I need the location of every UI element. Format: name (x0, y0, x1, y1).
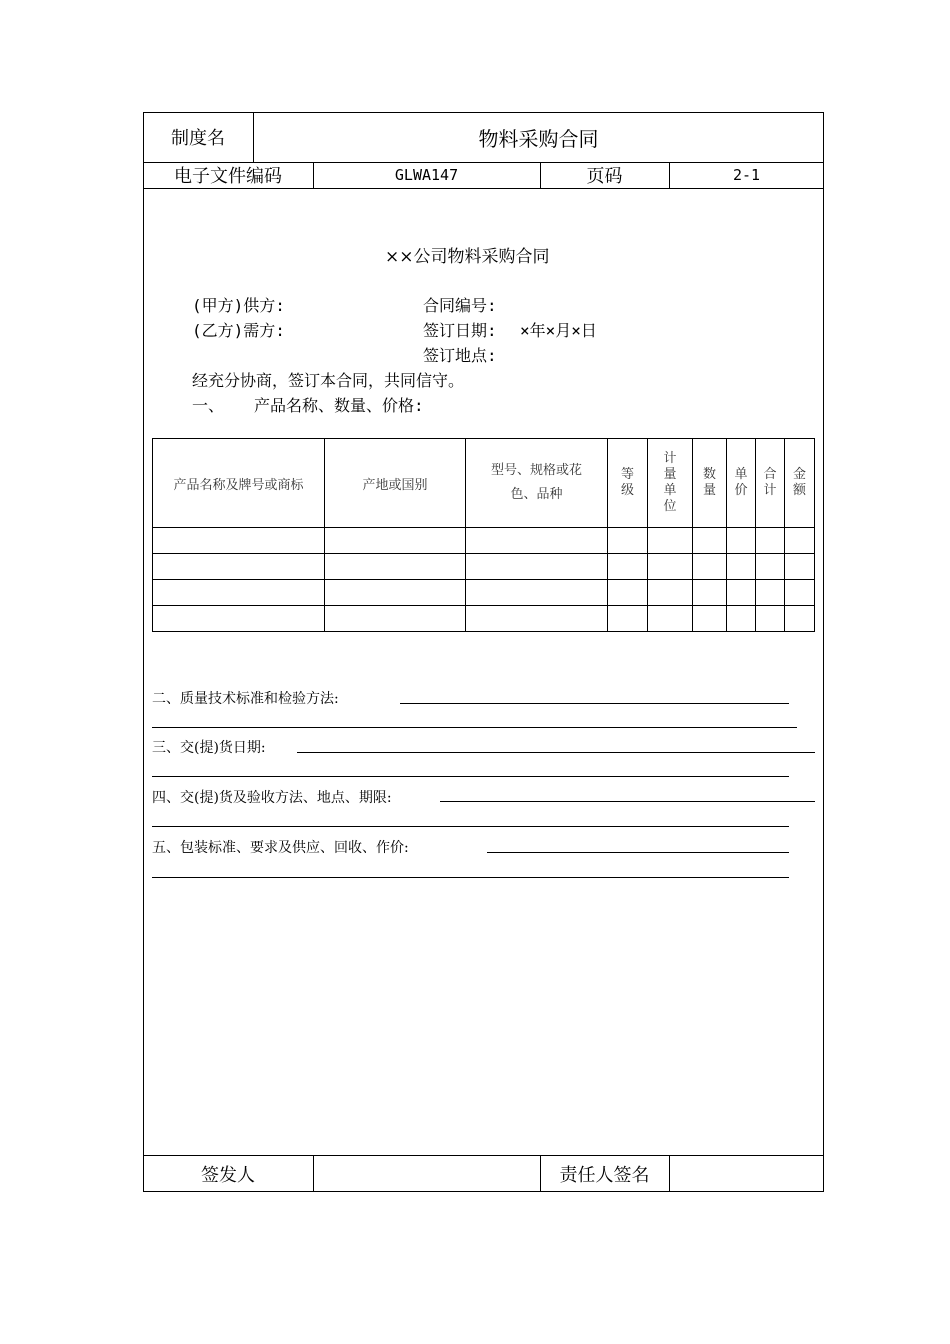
issuer-label: 签发人 (201, 1164, 255, 1186)
table-cell[interactable] (693, 554, 727, 580)
table-cell[interactable] (466, 528, 608, 554)
clause-5-fill-line-1[interactable] (487, 852, 789, 853)
sign-date-label: 签订日期: (423, 321, 497, 340)
header-divider-2 (143, 188, 824, 189)
table-cell[interactable] (785, 554, 815, 580)
table-cell[interactable] (153, 606, 325, 632)
table-cell[interactable] (325, 528, 466, 554)
table-cell[interactable] (693, 606, 727, 632)
col-header-amount: 金 额 (785, 439, 815, 528)
table-cell[interactable] (153, 554, 325, 580)
table-cell[interactable] (608, 554, 648, 580)
clause-2-fill-line-1[interactable] (400, 703, 789, 704)
page-value: 2-1 (732, 166, 761, 184)
col-header-unit-price: 单 价 (727, 439, 756, 528)
contract-preamble: 经充分协商，签订本合同，共同信守。 (192, 371, 465, 390)
section-1-number: 一、 (192, 396, 225, 415)
issuer-signature-field[interactable] (313, 1155, 540, 1192)
table-cell[interactable] (466, 554, 608, 580)
table-cell[interactable] (648, 554, 693, 580)
table-cell[interactable] (756, 528, 785, 554)
responsible-signature-field[interactable] (669, 1155, 824, 1192)
table-cell[interactable] (648, 528, 693, 554)
col-header-origin: 产地或国别 (325, 439, 466, 528)
section-1-title: 产品名称、数量、价格: (254, 396, 424, 415)
sign-date-value: ×年×月×日 (520, 321, 597, 340)
col-header-grade: 等 级 (608, 439, 648, 528)
party-a-label: (甲方)供方: (192, 296, 285, 315)
table-row (153, 606, 815, 632)
system-name-label: 制度名 (171, 128, 225, 149)
system-name-value: 物料采购合同 (478, 126, 599, 151)
table-cell[interactable] (756, 554, 785, 580)
page-label: 页码 (586, 166, 623, 187)
product-table (152, 438, 815, 632)
product-table-header (153, 439, 815, 528)
clause-4-acceptance: 四、交(提)货及验收方法、地点、期限: (152, 790, 392, 806)
table-cell[interactable] (727, 554, 756, 580)
table-cell[interactable] (727, 606, 756, 632)
clause-4-fill-line-1[interactable] (440, 801, 815, 802)
table-cell[interactable] (153, 528, 325, 554)
table-row (153, 580, 815, 606)
table-row (153, 528, 815, 554)
clause-4-fill-line-2[interactable] (152, 826, 789, 827)
file-code-value: GLWA147 (394, 166, 459, 184)
table-cell[interactable] (466, 580, 608, 606)
clause-2-fill-line-2[interactable] (152, 727, 797, 728)
document-frame (143, 112, 824, 1192)
col-header-model-spec: 型号、规格或花 色、品种 (466, 439, 608, 528)
table-cell[interactable] (325, 554, 466, 580)
sign-place-label: 签订地点: (423, 346, 497, 365)
contract-number-label: 合同编号: (423, 296, 497, 315)
table-cell[interactable] (648, 606, 693, 632)
party-b-label: (乙方)需方: (192, 321, 285, 340)
table-cell[interactable] (608, 528, 648, 554)
table-cell[interactable] (693, 580, 727, 606)
contract-title: ××公司物料采购合同 (385, 247, 550, 267)
table-cell[interactable] (325, 606, 466, 632)
table-cell[interactable] (608, 606, 648, 632)
table-cell[interactable] (785, 580, 815, 606)
table-cell[interactable] (608, 580, 648, 606)
table-cell[interactable] (785, 528, 815, 554)
clause-5-packaging: 五、包装标准、要求及供应、回收、作价: (152, 840, 409, 856)
col-header-unit: 计 量 单 位 (648, 439, 693, 528)
table-cell[interactable] (466, 606, 608, 632)
col-header-total: 合 计 (756, 439, 785, 528)
table-cell[interactable] (727, 580, 756, 606)
table-cell[interactable] (693, 528, 727, 554)
responsible-person-label: 责任人签名 (559, 1164, 650, 1186)
clause-3-delivery-date: 三、交(提)货日期: (152, 740, 266, 756)
col-header-quantity: 数 量 (693, 439, 727, 528)
clause-2-quality: 二、质量技术标准和检验方法: (152, 691, 339, 707)
table-cell[interactable] (785, 606, 815, 632)
table-cell[interactable] (756, 580, 785, 606)
file-code-label: 电子文件编码 (174, 166, 282, 187)
table-cell[interactable] (153, 580, 325, 606)
table-cell[interactable] (756, 606, 785, 632)
table-cell[interactable] (648, 580, 693, 606)
table-cell[interactable] (727, 528, 756, 554)
table-cell[interactable] (325, 580, 466, 606)
table-row (153, 554, 815, 580)
col-header-product-name: 产品名称及牌号或商标 (153, 439, 325, 528)
clause-3-fill-line-1[interactable] (297, 752, 815, 753)
clause-3-fill-line-2[interactable] (152, 776, 789, 777)
clause-5-fill-line-2[interactable] (152, 877, 789, 878)
